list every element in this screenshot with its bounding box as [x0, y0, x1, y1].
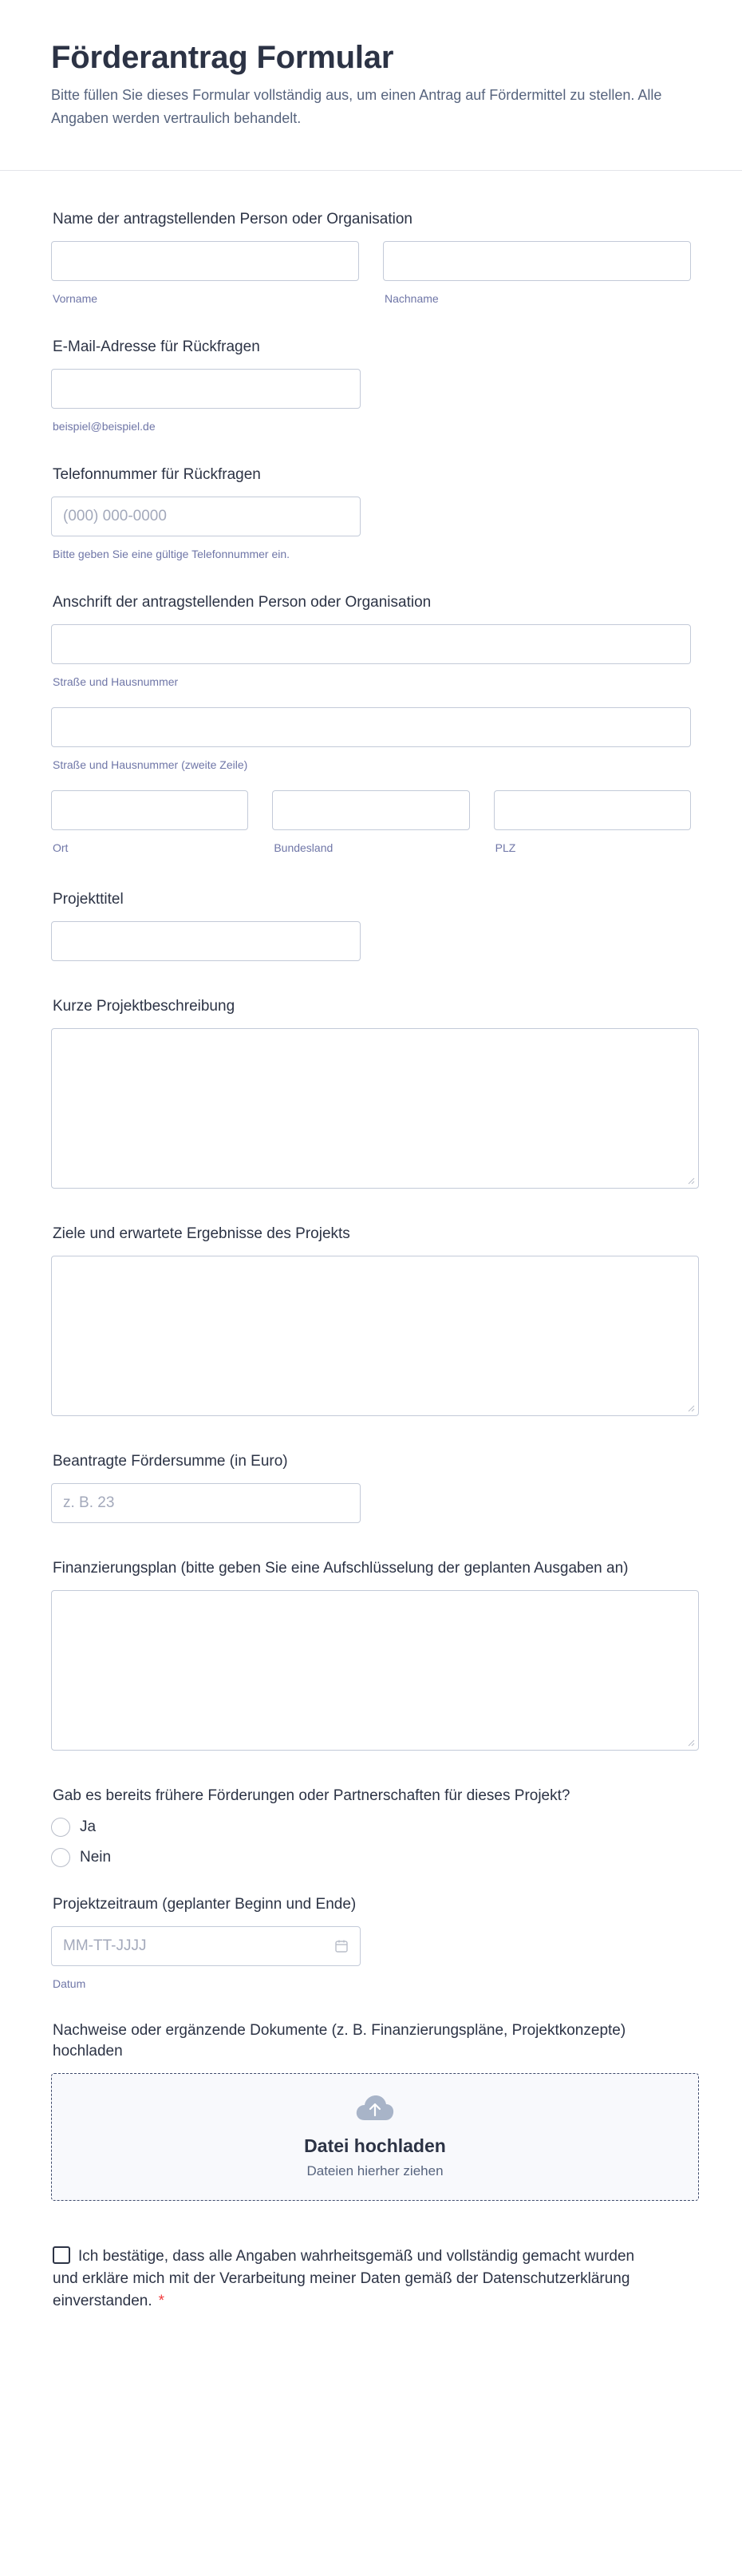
address-label: Anschrift der antragstellenden Person oder Organisation [53, 594, 432, 611]
state-input[interactable] [272, 790, 469, 830]
goals-textarea[interactable] [51, 1256, 699, 1416]
radio-no[interactable] [51, 1848, 70, 1867]
phone-sublabel: Bitte geben Sie eine gültige Telefonnummer ein. [53, 548, 290, 560]
goals-label: Ziele und erwartete Ergebnisse des Projekts [53, 1225, 350, 1242]
city-sublabel: Ort [53, 841, 69, 854]
financing-label: Finanzierungsplan (bitte geben Sie eine Aufschlüsselung der geplanten Ausgaben an) [53, 1560, 629, 1577]
radio-yes[interactable] [51, 1818, 70, 1837]
phone-field [51, 465, 691, 560]
email-label: E-Mail-Adresse für Rückfragen [53, 338, 260, 355]
amount-field [51, 1451, 691, 1523]
date-input[interactable] [51, 1926, 361, 1966]
street-input[interactable] [51, 624, 691, 664]
zip-input[interactable] [494, 790, 691, 830]
amount-label: Beantragte Fördersumme (in Euro) [53, 1453, 288, 1470]
city-input[interactable] [51, 790, 248, 830]
description-field [51, 996, 691, 1189]
resize-handle-icon[interactable] [687, 1739, 695, 1747]
consent-text-block [53, 2246, 643, 2313]
phone-input[interactable]: (000) 000-0000 [51, 497, 361, 536]
form-subtitle: Bitte füllen Sie dieses Formular vollständig aus, um einen Antrag auf Fördermittel zu stellen. Alle Angaben werden vertraulich behandelt. [51, 87, 662, 126]
project-title-field [51, 889, 691, 961]
date-sublabel: Datum [53, 1977, 86, 1990]
amount-input[interactable]: z. B. 23 [51, 1483, 361, 1523]
resize-handle-icon[interactable] [687, 1404, 695, 1412]
consent-checkbox[interactable] [53, 2246, 70, 2264]
description-label: Kurze Projektbeschreibung [53, 998, 235, 1015]
zip-sublabel: PLZ [495, 841, 516, 854]
upload-title: Datei hochladen [304, 2135, 446, 2156]
date-placeholder: MM-TT-JJJJ [63, 1937, 147, 1954]
last-name-input[interactable] [383, 241, 691, 281]
financing-field [51, 1558, 691, 1751]
phone-label: Telefonnummer für Rückfragen [53, 466, 261, 483]
street2-sublabel: Straße und Hausnummer (zweite Zeile) [53, 758, 248, 771]
address-field [51, 592, 691, 854]
cloud-upload-icon [355, 2093, 395, 2123]
previous-funding-label: Gab es bereits frühere Förderungen oder Partnerschaften für dieses Projekt? [53, 1787, 570, 1804]
description-textarea[interactable] [51, 1028, 699, 1189]
radio-option-yes[interactable] [51, 1818, 691, 1837]
street2-input[interactable] [51, 707, 691, 747]
financing-textarea[interactable] [51, 1590, 699, 1751]
email-input[interactable] [51, 369, 361, 409]
resize-handle-icon[interactable] [687, 1177, 695, 1185]
project-title-input[interactable] [51, 921, 361, 961]
name-label: Name der antragstellenden Person oder Organisation [53, 211, 412, 228]
goals-field [51, 1224, 691, 1416]
form-header [0, 0, 742, 171]
file-upload-dropzone[interactable] [51, 2073, 699, 2201]
radio-option-no[interactable] [51, 1848, 691, 1867]
first-name-sublabel: Vorname [53, 292, 98, 305]
email-sublabel: beispiel@beispiel.de [53, 420, 156, 433]
street-sublabel: Straße und Hausnummer [53, 675, 179, 688]
consent-field [51, 2246, 691, 2313]
upload-label: Nachweise oder ergänzende Dokumente (z. B. Finanzierungspläne, Projektkonzepte) hochladen [53, 2022, 626, 2060]
radio-no-label: Nein [80, 1849, 112, 1866]
last-name-sublabel: Nachname [385, 292, 439, 305]
radio-yes-label: Ja [80, 1818, 97, 1835]
previous-funding-field [51, 1786, 691, 1867]
consent-text: Ich bestätige, dass alle Angaben wahrheitsgemäß und vollständig gemacht wurden und erkläre mich mit der Verarbeitung meiner Daten gemäß der Datenschutzerklärung einverstanden. [53, 2248, 635, 2309]
period-field [51, 1894, 691, 1990]
upload-subtitle: Dateien hierher ziehen [306, 2163, 444, 2178]
calendar-icon[interactable] [334, 1939, 349, 1953]
state-sublabel: Bundesland [274, 841, 334, 854]
period-label: Projektzeitraum (geplanter Beginn und Ende) [53, 1896, 357, 1913]
upload-field [51, 2020, 691, 2201]
required-mark: * [158, 2293, 165, 2309]
email-field [51, 337, 691, 433]
project-title-label: Projekttitel [53, 891, 124, 908]
name-field [51, 209, 691, 305]
form-title: Förderantrag Formular [51, 40, 394, 75]
first-name-input[interactable] [51, 241, 359, 281]
form-body [0, 209, 742, 2313]
